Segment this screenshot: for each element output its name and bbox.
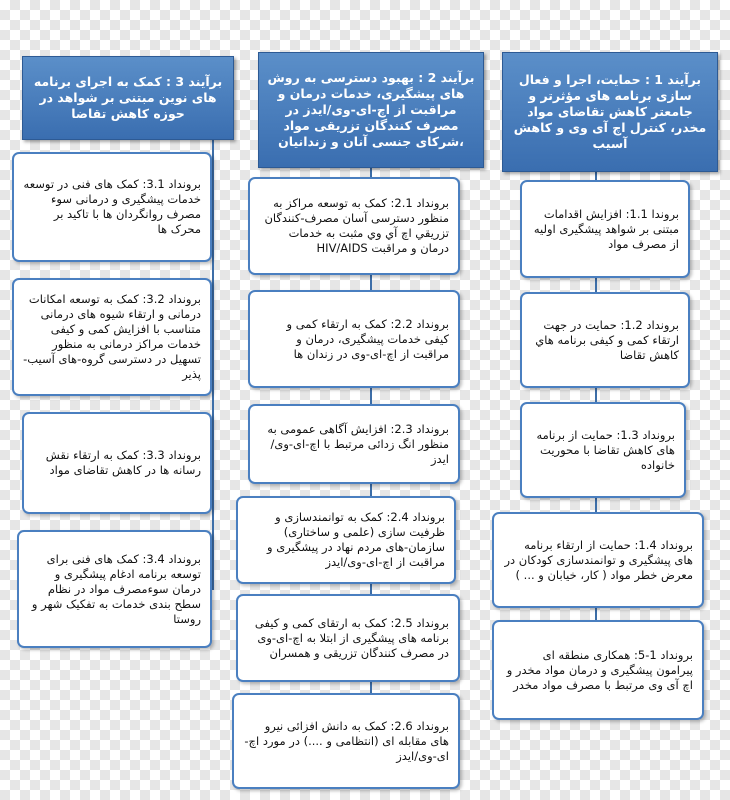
- output-1-3: برونداد 1.3: حمایت از برنامه های کاهش تقاضا با محوریت خانواده: [520, 402, 686, 498]
- output-1-2: برونداد 1.2: حمایت در جهت ارتقاء کمی و کیفی برنامه هاي کاهش تقاضا: [520, 292, 690, 388]
- outcome-1-title: برآیند 1 : حمایت، اجرا و فعال سازی برنامه های مؤثرتر و جامعتر کاهش تقاضای مواد مخدر، کنترل اچ آی وی و کاهش آسیب: [513, 72, 707, 151]
- output-3-4: برونداد 3.4: کمک های فنی برای توسعه برنامه ادغام پیشگیری و درمان سوءمصرف مواد در نظام سطح بندی خدمات به تفکیک شهر و روستا: [17, 530, 212, 648]
- output-1-4: برونداد 1.4: حمایت از ارتقاء برنامه های پیشگیری و توانمندسازی کودکان در معرض خطر مواد ( کار، خیابان و ... ): [492, 512, 704, 608]
- connector-col3: [212, 140, 214, 590]
- outcome-3-header: [22, 56, 234, 140]
- output-2-5: برونداد 2.5: کمک به ارتقای کمی و کیفی برنامه های پیشگیری از ابتلا به اچ-ای-وی در مصرف کنندگان تزریقی و همسران: [236, 594, 460, 682]
- output-2-6: برونداد 2.6: کمک به دانش افزائی نیرو های مقابله ای (انتظامی و ....) در مورد اچ-ای-وی/ایدز: [232, 693, 460, 789]
- output-1-5: برونداد 1-5: همکاری منطقه ای پیرامون پیشگیری و درمان مواد مخدر و اچ آی وی مرتبط با مصرف مواد مخدر: [492, 620, 704, 720]
- output-3-2: برونداد 3.2: کمک به توسعه امکانات درمانی و ارتقاء شیوه های درمانی متناسب با افزایش کمی و کیفی خدمات مراکز درمانی به منظور تسهیل در دسترسی گروه-های آسیب-پذیر: [12, 278, 212, 396]
- outcome-1-header: [502, 52, 718, 172]
- output-2-1: برونداد 2.1: کمک به توسعه مراکز به منظور دسترسی آسان مصرف-کنندگان تزریقي اچ آي وي مثبت به خدمات درمان و مراقبت HIV/AIDS: [248, 177, 460, 275]
- outcome-2-header: [258, 52, 484, 168]
- output-2-2: برونداد 2.2: کمک به ارتقاء کمی و کیفی خدمات پیشگیری، درمان و مراقبت از اچ-ای-وی در زندان ها: [248, 290, 460, 388]
- output-2-3: برونداد 2.3: افزایش آگاهی عمومی به منظور انگ زدائی مرتبط با اچ-ای-وی/ایدز: [248, 404, 460, 484]
- output-1-1: بروندا 1.1: افزایش اقدامات مبتنی بر شواهد پیشگیری اولیه از مصرف مواد: [520, 180, 690, 278]
- output-3-3: برونداد 3.3: کمک به ارتقاء نقش رسانه ها در کاهش تقاضای مواد: [22, 412, 212, 514]
- output-2-4: برونداد 2.4: کمک به توانمندسازی و ظرفیت سازی (علمی و ساختاری) سازمان-های مردم نهاد در پیشگیری و مراقبت از اچ-ای-وی/ایدز: [236, 496, 456, 584]
- outcome-2-title: برآیند 2 : بهبود دسترسی به روش های پیشگیری، خدمات درمان و مراقبت از اچ-ای-وی/ایدز در مصرف کنندگان تزریقی مواد ،شرکای جنسی آنان و زندانیان: [267, 70, 475, 149]
- outcome-3-title: برآیند 3 : کمک به اجرای برنامه های نوین مبتنی بر شواهد در حوزه کاهش تقاضا: [33, 74, 223, 121]
- output-3-1: برونداد 3.1: کمک های فنی در توسعه خدمات پیشگیری و درمانی سوء مصرف روانگردان ها با تاکید بر محرک ها: [12, 152, 212, 262]
